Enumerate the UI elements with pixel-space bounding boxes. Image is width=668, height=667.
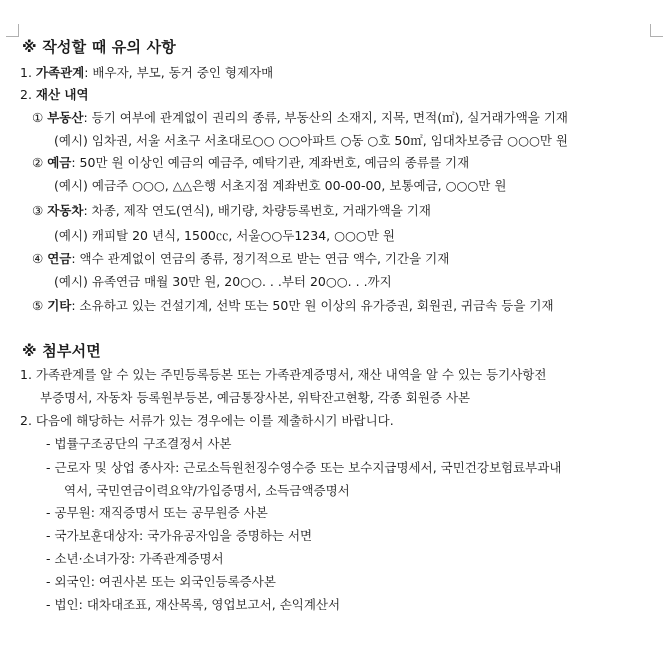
asset-car-number: ③ xyxy=(32,203,44,218)
asset-real-estate-term: 부동산 xyxy=(47,110,84,125)
attachments-item-1 xyxy=(20,366,546,384)
notes-section-title: ※ 작성할 때 유의 사항 xyxy=(22,38,176,56)
asset-pension-text: : 액수 관계없이 연금의 종류, 정기적으로 받는 연금 액수, 기간을 기재 xyxy=(71,251,450,266)
attachments-item-2-number: 2. xyxy=(20,413,32,428)
asset-pension xyxy=(32,250,449,268)
asset-pension-number: ④ xyxy=(32,251,44,266)
doc-corporation: - 법인: 대차대조표, 재산목록, 영업보고서, 손익계산서 xyxy=(46,597,341,612)
doc-veterans: - 국가보훈대상자: 국가유공자임을 증명하는 서면 xyxy=(46,528,313,543)
asset-other-text: : 소유하고 있는 건설기계, 선박 또는 50만 원 이상의 유가증권, 회원권, 귀금속 등을 기재 xyxy=(71,298,554,313)
attachments-item-1-line-1: 가족관계를 알 수 있는 주민등록등본 또는 가족관계증명서, 재산 내역을 알 수 있는 등기사항전 xyxy=(35,367,547,382)
asset-real-estate-number: ① xyxy=(32,110,44,125)
page-corner-mark-right xyxy=(650,24,663,37)
asset-car xyxy=(32,202,431,220)
attachments-item-1-number: 1. xyxy=(20,367,32,382)
asset-pension-example: (예시) 유족연금 매월 30만 원, 20○○. . .부터 20○○. . .까지 xyxy=(54,274,392,289)
page-corner-mark-left xyxy=(6,24,19,37)
asset-deposit xyxy=(32,154,469,172)
asset-car-term: 자동차 xyxy=(47,203,84,218)
doc-public-servant: - 공무원: 재직증명서 또는 공무원증 사본 xyxy=(46,505,268,520)
asset-other xyxy=(32,297,554,315)
attachments-item-1-line-2: 부증명서, 자동차 등록원부등본, 예금통장사본, 위탁잔고현황, 각종 회원증 사본 xyxy=(40,390,471,405)
asset-real-estate xyxy=(32,109,568,127)
asset-deposit-number: ② xyxy=(32,155,44,170)
asset-car-text: : 차종, 제작 연도(연식), 배기량, 차량등록번호, 거래가액을 기재 xyxy=(83,203,431,218)
asset-deposit-text: : 50만 원 이상인 예금의 예금주, 예탁기관, 계좌번호, 예금의 종류를 기재 xyxy=(71,155,470,170)
doc-youth-head: - 소년·소녀가장: 가족관계증명서 xyxy=(46,551,224,566)
doc-workers: - 근로자 및 상업 종사자: 근로소득원천징수영수증 또는 보수지급명세서, 국민건강보험료부과내 xyxy=(46,460,562,475)
doc-workers-continued: 역서, 국민연금이력요약/가입증명서, 소득금액증명서 xyxy=(64,483,350,498)
asset-pension-term: 연금 xyxy=(47,251,72,266)
asset-car-example: (예시) 캐피탈 20 년식, 1500㏄, 서울○○두1234, ○○○만 원 xyxy=(54,228,395,243)
notes-item-2-number: 2. xyxy=(20,87,32,102)
notes-item-1 xyxy=(20,64,273,82)
asset-real-estate-example: (예시) 임차권, 서울 서초구 서초대로○○ ○○아파트 ○동 ○호 50㎡, 임대차보증금 ○○○만 원 xyxy=(54,133,569,148)
doc-legal-aid: - 법률구조공단의 구조결정서 사본 xyxy=(46,436,232,451)
doc-foreigner: - 외국인: 여권사본 또는 외국인등록증사본 xyxy=(46,574,276,589)
asset-real-estate-text: : 등기 여부에 관계없이 권리의 종류, 부동산의 소재지, 지목, 면적(㎡), 실거래가액을 기재 xyxy=(83,110,568,125)
attachments-item-2 xyxy=(20,412,394,430)
notes-item-1-text: : 배우자, 부모, 동거 중인 형제자매 xyxy=(84,65,274,80)
notes-item-2-term: 재산 내역 xyxy=(35,87,89,102)
asset-other-term: 기타 xyxy=(47,298,72,313)
asset-other-number: ⑤ xyxy=(32,298,44,313)
attachments-item-2-text: 다음에 해당하는 서류가 있는 경우에는 이를 제출하시기 바랍니다. xyxy=(35,413,394,428)
asset-deposit-example: (예시) 예금주 ○○○, △△은행 서초지점 계좌번호 00-00-00, 보통예금, ○○○만 원 xyxy=(54,178,507,193)
notes-item-1-term: 가족관계 xyxy=(35,65,85,80)
attachments-section-title: ※ 첨부서면 xyxy=(22,342,101,360)
asset-deposit-term: 예금 xyxy=(47,155,72,170)
notes-item-1-number: 1. xyxy=(20,65,32,80)
notes-item-2 xyxy=(20,86,89,104)
